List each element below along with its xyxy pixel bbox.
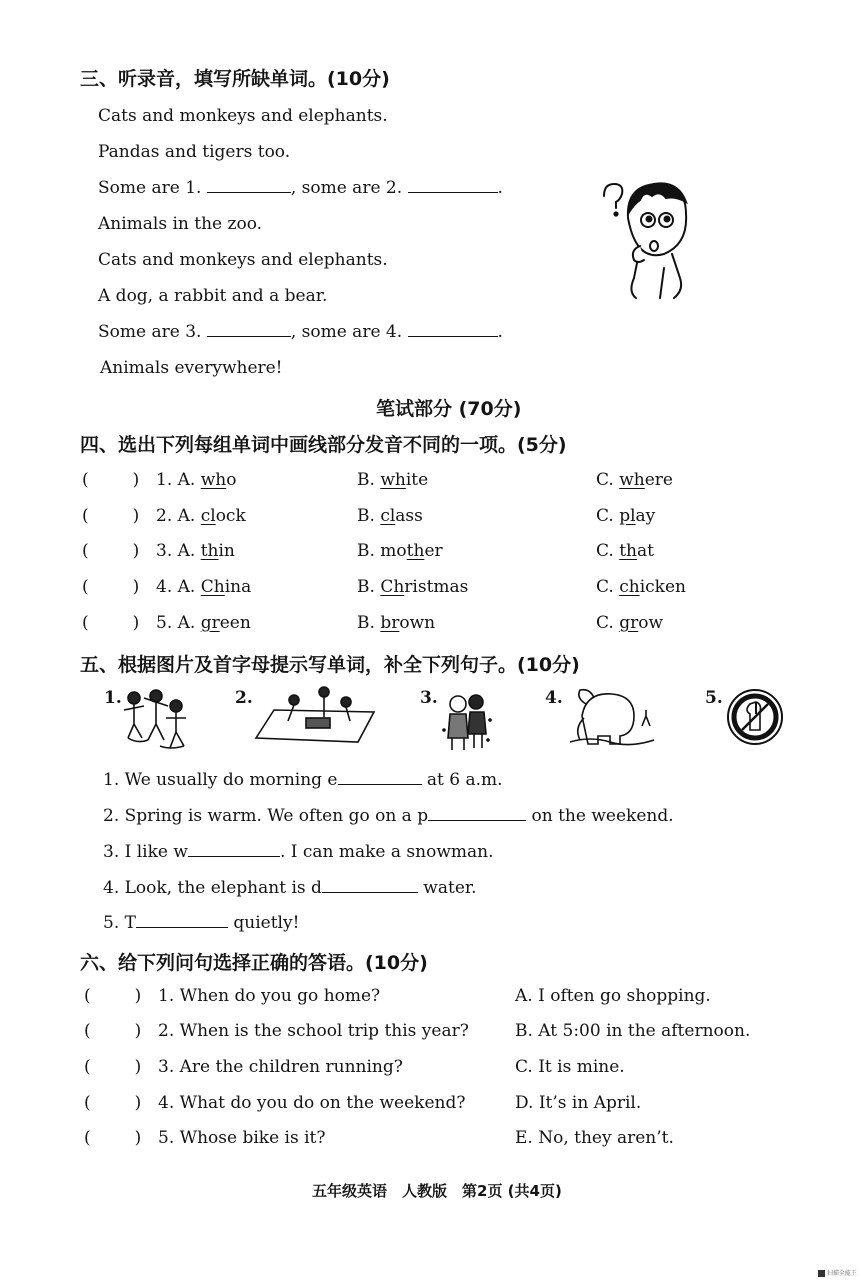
- option-c: C. that: [596, 541, 654, 561]
- scanner-logo-icon: [818, 1270, 825, 1277]
- blank-2[interactable]: [408, 178, 498, 193]
- answer-paren[interactable]: ( ): [82, 613, 140, 633]
- poem-line: Cats and monkeys and elephants.: [98, 106, 388, 126]
- question: 4. What do you do on the weekend?: [158, 1093, 466, 1113]
- option-a: 3. A. thin: [156, 541, 235, 561]
- blank-5-5[interactable]: [136, 913, 228, 928]
- option-b: B. class: [357, 506, 423, 526]
- option-a: 5. A. green: [156, 613, 251, 633]
- option-b: B. mother: [357, 541, 443, 561]
- poem-blank-line-2: Some are 3. , some are 4. .: [98, 322, 503, 342]
- option-a: 4. A. China: [156, 577, 252, 597]
- answer-paren[interactable]: ( ): [84, 1057, 142, 1077]
- answer-paren[interactable]: ( ): [84, 1093, 142, 1113]
- option-b: B. white: [357, 470, 429, 490]
- poem-line: Animals everywhere!: [100, 358, 283, 378]
- winter-children-illustration: [440, 690, 494, 752]
- poem-line: Cats and monkeys and elephants.: [98, 250, 388, 270]
- answer-option: D. It’s in April.: [515, 1093, 642, 1113]
- answer-paren[interactable]: ( ): [84, 1128, 142, 1148]
- answer-option: A. I often go shopping.: [515, 986, 711, 1006]
- poem-line: Animals in the zoo.: [98, 214, 263, 234]
- picture-number: 2.: [235, 688, 253, 708]
- page-footer: 五年级英语 人教版 第2页 (共4页): [312, 1182, 562, 1200]
- option-a: 1. A. who: [156, 470, 237, 490]
- poem-line: A dog, a rabbit and a bear.: [98, 286, 328, 306]
- option-c: C. play: [596, 506, 656, 526]
- section6-heading: 六、给下列问句选择正确的答语。(10分): [80, 952, 428, 974]
- scanner-watermark: 扫描全能王: [818, 1268, 857, 1277]
- written-part-heading: 笔试部分 (70分): [376, 398, 522, 420]
- section3-heading: 三、听录音，填写所缺单词。(10分): [80, 68, 390, 90]
- picture-number: 3.: [420, 688, 438, 708]
- elephant-drinking-illustration: [566, 686, 658, 748]
- blank-5-1[interactable]: [338, 770, 422, 785]
- poem-blank-line-1: Some are 1. , some are 2. .: [98, 178, 503, 198]
- sentence-3: 3. I like w . I can make a snowman.: [103, 842, 494, 862]
- option-c: C. chicken: [596, 577, 686, 597]
- answer-paren[interactable]: ( ): [82, 470, 140, 490]
- answer-option: E. No, they aren’t.: [515, 1128, 674, 1148]
- answer-paren[interactable]: ( ): [82, 541, 140, 561]
- option-a: 2. A. clock: [156, 506, 246, 526]
- thinking-boy-illustration: [598, 168, 694, 303]
- answer-paren[interactable]: ( ): [82, 577, 140, 597]
- picture-number: 1.: [104, 688, 122, 708]
- children-exercising-illustration: [120, 688, 192, 754]
- answer-option: B. At 5:00 in the afternoon.: [515, 1021, 751, 1041]
- blank-3[interactable]: [207, 322, 291, 337]
- blank-1[interactable]: [207, 178, 291, 193]
- answer-paren[interactable]: ( ): [84, 1021, 142, 1041]
- blank-5-3[interactable]: [188, 842, 280, 857]
- answer-paren[interactable]: ( ): [82, 506, 140, 526]
- sentence-1: 1. We usually do morning e at 6 a.m.: [103, 770, 503, 790]
- option-c: C. where: [596, 470, 673, 490]
- option-b: B. brown: [357, 613, 436, 633]
- question: 5. Whose bike is it?: [158, 1128, 326, 1148]
- picnic-illustration: [250, 684, 380, 744]
- answer-option: C. It is mine.: [515, 1057, 625, 1077]
- question: 2. When is the school trip this year?: [158, 1021, 469, 1041]
- sentence-5: 5. T quietly!: [103, 913, 300, 933]
- blank-5-4[interactable]: [322, 878, 418, 893]
- poem-line: Pandas and tigers too.: [98, 142, 291, 162]
- answer-paren[interactable]: ( ): [84, 986, 142, 1006]
- blank-5-2[interactable]: [428, 806, 526, 821]
- question: 1. When do you go home?: [158, 986, 381, 1006]
- sentence-2: 2. Spring is warm. We often go on a p on the weekend.: [103, 806, 674, 826]
- question: 3. Are the children running?: [158, 1057, 403, 1077]
- quiet-sign-illustration: [726, 688, 784, 746]
- option-c: C. grow: [596, 613, 664, 633]
- sentence-4: 4. Look, the elephant is d water.: [103, 878, 477, 898]
- option-b: B. Christmas: [357, 577, 469, 597]
- picture-number: 5.: [705, 688, 723, 708]
- picture-number: 4.: [545, 688, 563, 708]
- section5-heading: 五、根据图片及首字母提示写单词，补全下列句子。(10分): [80, 654, 580, 676]
- section4-heading: 四、选出下列每组单词中画线部分发音不同的一项。(5分): [80, 434, 567, 456]
- blank-4[interactable]: [408, 322, 498, 337]
